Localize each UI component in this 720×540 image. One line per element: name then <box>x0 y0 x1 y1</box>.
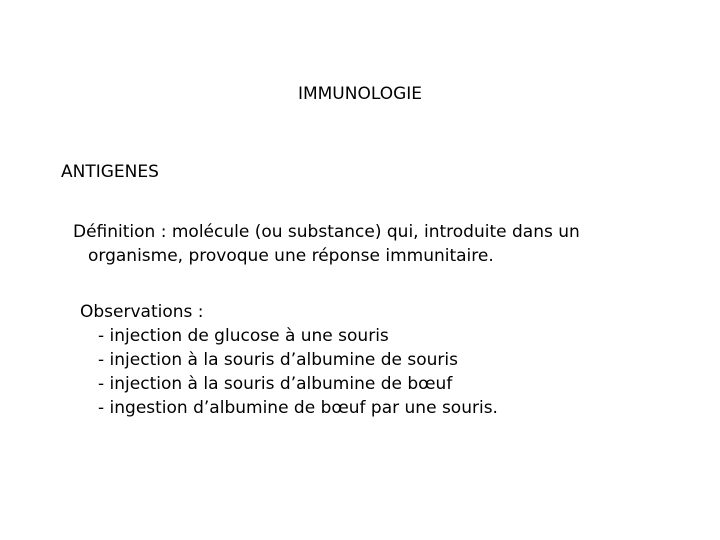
observations-list <box>80 324 498 420</box>
page-title: IMMUNOLOGIE <box>297 84 423 104</box>
definition-line-2: organisme, provoque une réponse immunitaire. <box>88 246 494 266</box>
section-heading: ANTIGENES <box>61 162 159 182</box>
definition-line-1: Définition : molécule (ou substance) qui, introduite dans un <box>73 222 580 242</box>
list-item: - injection de glucose à une souris <box>98 326 389 346</box>
list-item: - injection à la souris d’albumine de bœuf <box>98 374 453 394</box>
observations-heading: Observations : <box>80 302 204 322</box>
observations-block <box>80 300 498 420</box>
definition-paragraph <box>73 220 673 268</box>
list-item: - ingestion d’albumine de bœuf par une souris. <box>98 398 498 418</box>
list-item: - injection à la souris d’albumine de souris <box>98 350 458 370</box>
